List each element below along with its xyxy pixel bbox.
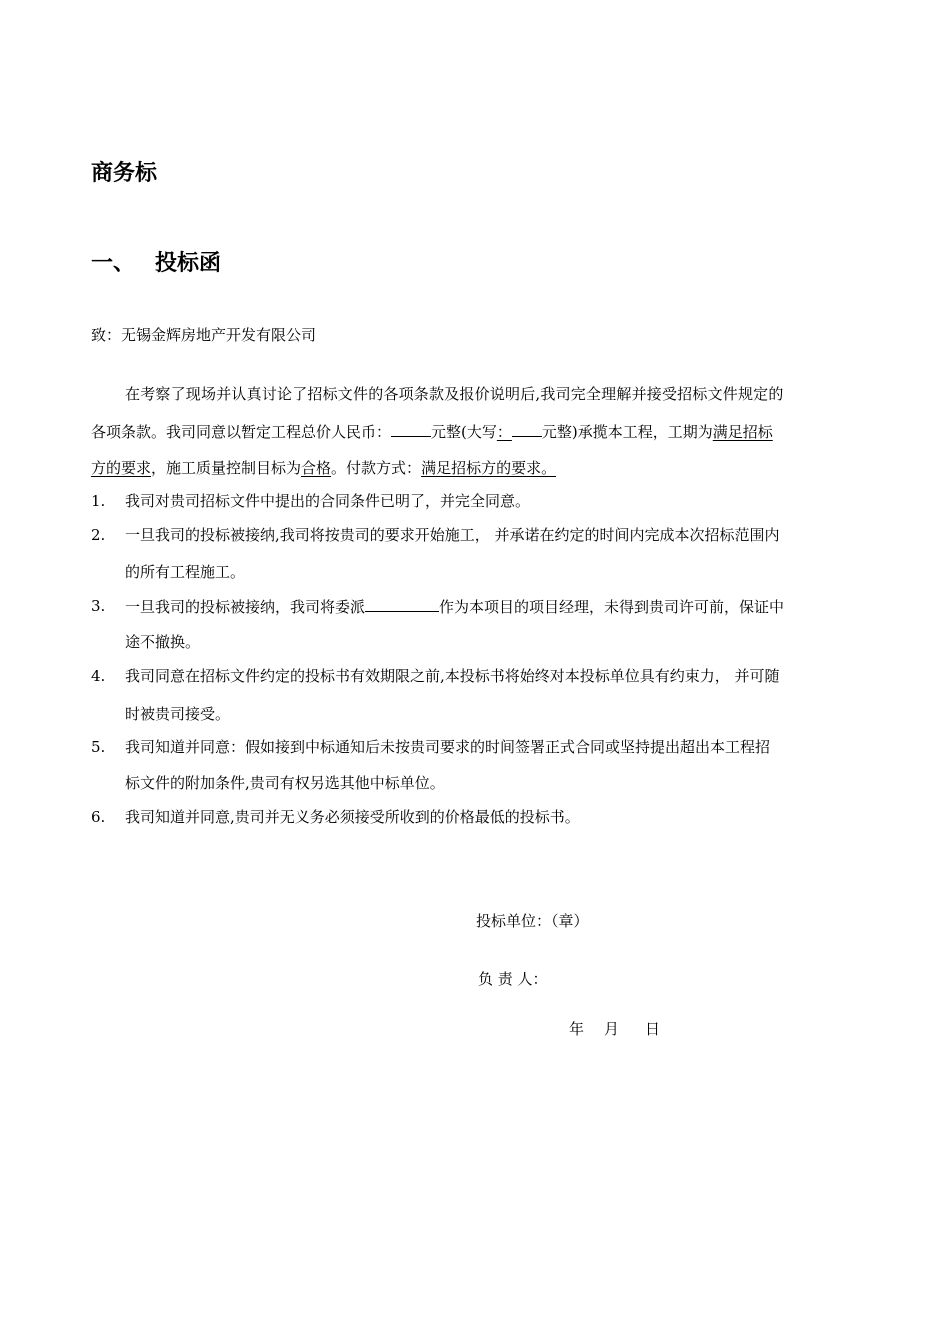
item-number: 4. (91, 667, 106, 685)
item-text: 的所有工程施工。 (125, 563, 246, 581)
date-day-label: 日 (645, 1020, 661, 1038)
intro-text: 元整(大写 (431, 423, 497, 441)
item-text: 一旦我司的投标被接纳，我司将委派 (125, 598, 366, 616)
intro-text: 各项条款。我司同意以暂定工程总价人民币： (91, 423, 392, 441)
intro-line-3 (91, 459, 556, 477)
intro-line-1: 在考察了现场并认真讨论了招标文件的各项条款及报价说明后,我司完全理解并接受招标文件规定的 (125, 385, 784, 403)
chapter-title: 投标函 (155, 251, 222, 276)
item-text: 时被贵司接受。 (125, 705, 231, 723)
intro-text: ，施工质量控制目标为 (151, 459, 302, 477)
item-number: 2. (91, 526, 106, 544)
price-words-blank (512, 422, 542, 437)
item-text: 我司对贵司招标文件中提出的合同条件已明了，并完全同意。 (125, 492, 531, 510)
duration-term-cont: 方的要求 (91, 459, 152, 477)
duration-term: 满足招标 (712, 423, 773, 441)
item-text: 途不撤换。 (125, 633, 201, 651)
intro-text: ： (496, 423, 512, 441)
responsible-person-label: 负 责 人： (478, 970, 548, 988)
addressee: 致：无锡金辉房地产开发有限公司 (91, 326, 317, 344)
date-year-label: 年 (569, 1020, 585, 1038)
price-blank (391, 422, 431, 437)
bidder-unit-label: 投标单位：（章） (476, 912, 589, 930)
manager-blank (365, 597, 439, 612)
quality-target: 合格 (301, 459, 332, 477)
payment-term: 满足招标方的要求。 (421, 459, 557, 477)
intro-text: 。付款方式： (331, 459, 422, 477)
item-text: 作为本项目的项目经理，未得到贵司许可前，保证中 (439, 598, 785, 616)
item-text: 我司知道并同意：假如接到中标通知后未按贵司要求的时间签署正式合同或坚持提出超出本工程招 (125, 738, 771, 756)
intro-line-2 (91, 422, 773, 441)
section-title: 商务标 (91, 161, 158, 186)
item-text (125, 597, 784, 616)
item-number: 1. (91, 492, 106, 510)
date-month-label: 月 (604, 1020, 620, 1038)
intro-text: 元整)承揽本工程，工期为 (541, 423, 713, 441)
item-text: 我司同意在招标文件约定的投标书有效期限之前,本投标书将始终对本投标单位具有约束力， 并可随 (125, 667, 780, 685)
chapter-number: 一、 (91, 251, 136, 276)
item-number: 5. (91, 738, 106, 756)
item-text: 标文件的附加条件,贵司有权另选其他中标单位。 (125, 774, 445, 792)
item-number: 6. (91, 808, 106, 826)
item-text: 我司知道并同意,贵司并无义务必须接受所收到的价格最低的投标书。 (125, 808, 580, 826)
item-text: 一旦我司的投标被接纳,我司将按贵司的要求开始施工， 并承诺在约定的时间内完成本次招标范围内 (125, 526, 780, 544)
item-number: 3. (91, 597, 106, 615)
